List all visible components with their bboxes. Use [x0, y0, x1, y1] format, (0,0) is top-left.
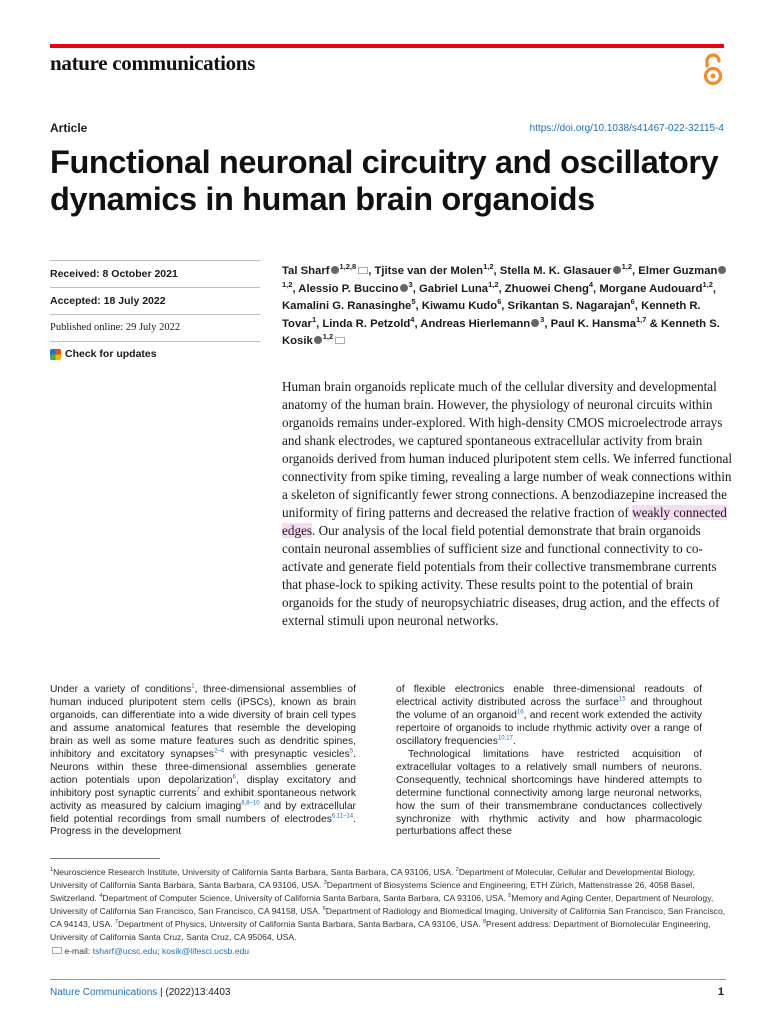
orcid-icon[interactable]	[613, 266, 621, 274]
reference-marker[interactable]: 7	[114, 919, 119, 926]
orcid-icon[interactable]	[531, 319, 539, 327]
article-title: Functional neuronal circuitry and oscillatory dynamics in human brain organoids	[50, 144, 719, 217]
reference-marker[interactable]: 1	[50, 867, 54, 874]
divider	[50, 341, 260, 342]
affiliations	[50, 866, 726, 958]
article-type-label: Article	[50, 121, 88, 135]
reference-marker[interactable]: 6,11–14	[331, 813, 354, 820]
author-name[interactable]: Gabriel Luna	[419, 282, 489, 295]
footer-journal[interactable]: Nature Communications	[50, 987, 158, 998]
author-name[interactable]: Tjitse van der Molen	[374, 265, 484, 277]
email-icon	[52, 947, 62, 954]
journal-header-rule	[50, 44, 724, 48]
reference-marker[interactable]: 3	[323, 880, 327, 887]
footer-citation	[50, 987, 230, 998]
reference-marker[interactable]: 5	[349, 748, 354, 755]
email-icon[interactable]	[335, 337, 345, 344]
divider	[50, 314, 260, 315]
reference-marker[interactable]: 1	[191, 683, 195, 690]
author-name[interactable]: Kamalini G. Ranasinghe	[282, 300, 412, 313]
affiliation-marker: 1,2,8	[339, 262, 357, 272]
author-name[interactable]: Alessio P. Buccino	[298, 282, 399, 295]
reference-marker[interactable]: 7	[196, 787, 200, 794]
reference-marker[interactable]: 6,8–10	[241, 800, 260, 807]
author-name[interactable]: Tal Sharf	[282, 265, 330, 277]
body-paragraph: of flexible electronics enable three-dimensional readouts of electrical activity distributed across the surface$^{15}$ and throughout the volume of an organoid$^{16}$, and recent work extended the activity repertoire of organoids to include rhythmic activity over a range of oscillatory frequencies$^{10,17}$.	[396, 684, 702, 747]
affiliation-marker: 1,2	[621, 262, 632, 272]
email-link[interactable]: tsharf@ucsc.edu	[92, 945, 158, 956]
author-name[interactable]: Paul K. Hansma	[550, 317, 637, 330]
abstract	[282, 378, 734, 630]
reference-marker[interactable]: 6	[322, 906, 326, 913]
reference-marker[interactable]: 10,17	[497, 735, 513, 742]
reference-marker[interactable]: 2	[455, 867, 459, 874]
footer-volume: | (2022)13:4403	[157, 987, 231, 998]
check-updates-icon	[50, 349, 61, 360]
reference-marker[interactable]: 4	[99, 893, 103, 900]
footnote-rule	[50, 858, 160, 859]
affiliation-marker: 1,2	[322, 332, 334, 342]
author-name[interactable]: Kiwamu Kudo	[421, 300, 498, 313]
affiliation-marker: 1,2	[702, 279, 713, 289]
email-link[interactable]: kosik@lifesci.ucsb.edu	[161, 945, 250, 956]
page-number: 1	[717, 986, 724, 998]
orcid-icon[interactable]	[400, 284, 408, 292]
affiliation-marker: 1,2	[488, 279, 499, 289]
body-paragraph: Technological limitations have restricted acquisition of extracellular voltages to a relatively small numbers of neurons. Consequently, technical shortcomings have hindered attempts to determine functional connectivity among large neuronal networks, how the sum of their transmembrane conductances collectively synchronize with rhythmic activity and how pharmacologic perturbations affect these	[396, 748, 702, 838]
accepted-date: Accepted: 18 July 2022	[50, 295, 166, 307]
author-name[interactable]: Linda R. Petzold	[322, 317, 411, 330]
abstract-text: . Our analysis of the local field potential demonstrate that brain organoids contain neuronal assemblies of sufficient size and functional connectivity to co-activate and generate field potentials from their collective transmembrane currents that phase-lock to spiking activity. These results point to the potential of brain organoids for the study of neuropsychiatric diseases, drug action, and the effects of external stimuli upon neuronal networks.	[282, 523, 720, 628]
affiliation-marker: 4	[588, 279, 594, 289]
author-name[interactable]: Zhuowei Cheng	[504, 282, 589, 295]
divider	[50, 260, 260, 261]
affiliation-marker: 4	[410, 315, 415, 325]
affiliation-marker: 1	[311, 315, 317, 325]
affiliation-marker: 6	[497, 297, 502, 307]
contact-line	[50, 945, 726, 958]
doi-link[interactable]: https://doi.org/10.1038/s41467-022-32115-4	[529, 123, 724, 134]
affiliation-text: $^1$Neuroscience Research Institute, University of California Santa Barbara, Santa Barbara, CA 93106, USA. $^2$Department of Molecular, Cellular and Developmental Biology, University of California Santa Barbara, Santa Barbara, CA 93106, USA. $^3$Department of Biosystems Science and Engineering, ETH Zürich, Mattenstrasse 26, 4058 Basel, Switzerland. $^4$Department of Computer Science, University of California Santa Barbara, Santa Barbara, CA 93106, USA. $^5$Memory and Aging Center, Department of Neurology, University of California San Francisco, San Francisco, CA 94158, USA. $^6$Department of Radiology and Biomedical Imaging, University of California San Francisco, San Francisco, CA 94143, USA. $^7$Department of Physics, University of California Santa Barbara, Santa Barbara, CA 93106, USA. $^8$Present address: Department of Biomolecular Engineering, University of California Santa Cruz, Santa Cruz, CA 95064, USA.	[50, 867, 726, 943]
author-name[interactable]: Andreas Hierlemann	[420, 317, 531, 330]
affiliation-marker: 5	[411, 297, 416, 307]
author-name[interactable]: Kenneth R. Tovar	[282, 300, 701, 330]
email-label: e-mail:	[64, 945, 93, 956]
affiliation-marker: 1,7	[636, 315, 647, 325]
journal-name: nature communications	[50, 51, 256, 75]
author-name[interactable]: Srikantan S. Nagarajan	[507, 300, 631, 313]
email-separator: ;	[157, 945, 162, 956]
affiliation-marker: 1,2	[282, 279, 293, 289]
divider	[50, 287, 260, 288]
body-column-left	[50, 684, 356, 839]
check-updates-label: Check for updates	[65, 348, 157, 360]
orcid-icon[interactable]	[331, 266, 339, 274]
abstract-text: Human brain organoids replicate much of the cellular diversity and developmental anatomy of the human brain. However, the physiology of neuronal circuits within organoids remains under-explored. With high-density CMOS microelectrode arrays and shank electrodes, we captured spontaneous extracellular activity from brain organoids derived from human induced pluripotent stem cells. We inferred functional connectivity from spike timing, revealing a large number of weak connections within a skeleton of significantly fewer strong connections. A benzodiazepine increased the uniformity of firing patterns and decreased the relative fraction of	[282, 379, 732, 520]
published-date: Published online: 29 July 2022	[50, 322, 181, 333]
body-column-right	[396, 684, 702, 839]
reference-marker[interactable]: 16	[516, 709, 524, 716]
author-name[interactable]: Kenneth S. Kosik	[282, 317, 720, 348]
reference-marker[interactable]: 15	[618, 696, 626, 703]
affiliation-marker: 3	[540, 315, 545, 325]
orcid-icon[interactable]	[718, 266, 726, 274]
reference-marker[interactable]: 8	[482, 919, 487, 926]
reference-marker[interactable]: 6	[232, 774, 236, 781]
check-updates-button[interactable]	[50, 348, 157, 360]
author-name[interactable]: Stella M. K. Glasauer	[499, 265, 612, 277]
author-name[interactable]: Morgane Audouard	[599, 282, 703, 295]
reference-marker[interactable]: 5	[508, 893, 512, 900]
reference-marker[interactable]: 2–4	[214, 748, 225, 755]
body-paragraph: Under a variety of conditions$^1$, three-dimensional assemblies of human induced pluripotent stem cells (iPSCs), known as brain organoids, can differentiate into a wide diversity of brain cell types and assume anatomical features that resemble the developing brain as well as some mature features such as dendritic spines, inhibitory and excitatory synapses$^{2-4}$ with presynaptic vesicles$^5$. Neurons within these three-dimensional assemblies generate action potentials upon depolarization$^6$, display excitatory and inhibitory post synaptic currents$^7$ and exhibit spontaneous network activity as measured by calcium imaging$^{6,8-10}$ and by extracellular field potential recordings from small numbers of electrodes$^{6,11-14}$. Progress in the development	[50, 683, 357, 838]
author-name[interactable]: Elmer Guzman	[638, 265, 718, 277]
affiliation-marker: 1,2	[483, 262, 494, 272]
email-icon[interactable]	[358, 267, 368, 274]
affiliation-marker: 6	[630, 297, 635, 307]
received-date: Received: 8 October 2021	[50, 268, 178, 280]
footer-rule	[50, 979, 726, 980]
open-access-icon[interactable]	[700, 53, 726, 87]
affiliation-marker: 3	[408, 279, 413, 289]
abstract-highlight: weakly connected edges	[282, 505, 727, 538]
author-list: Tal Sharf $^{1,2,8}$ , Tjitse van der Molen$^{1,2}$, Stella M. K. Glasauer $^{1,2}$, Elmer Guzman$^{1,2}$, Alessio P. Buccino $^3$, Gabriel Luna$^{1,2}$, Zhuowei Cheng$^4$, Morgane Audouard$^{1,2}$, Kamalini G. Ranasinghe$^5$, Kiwamu Kudo$^6$, Srikantan S. Nagarajan$^6$, Kenneth R. Tovar$^1$, Linda R. Petzold$^4$, Andreas Hierlemann $^3$, Paul K. Hansma$^{1,7}$ & Kenneth S. Kosik $^{1,2}$	[282, 263, 732, 351]
orcid-icon[interactable]	[314, 336, 322, 344]
